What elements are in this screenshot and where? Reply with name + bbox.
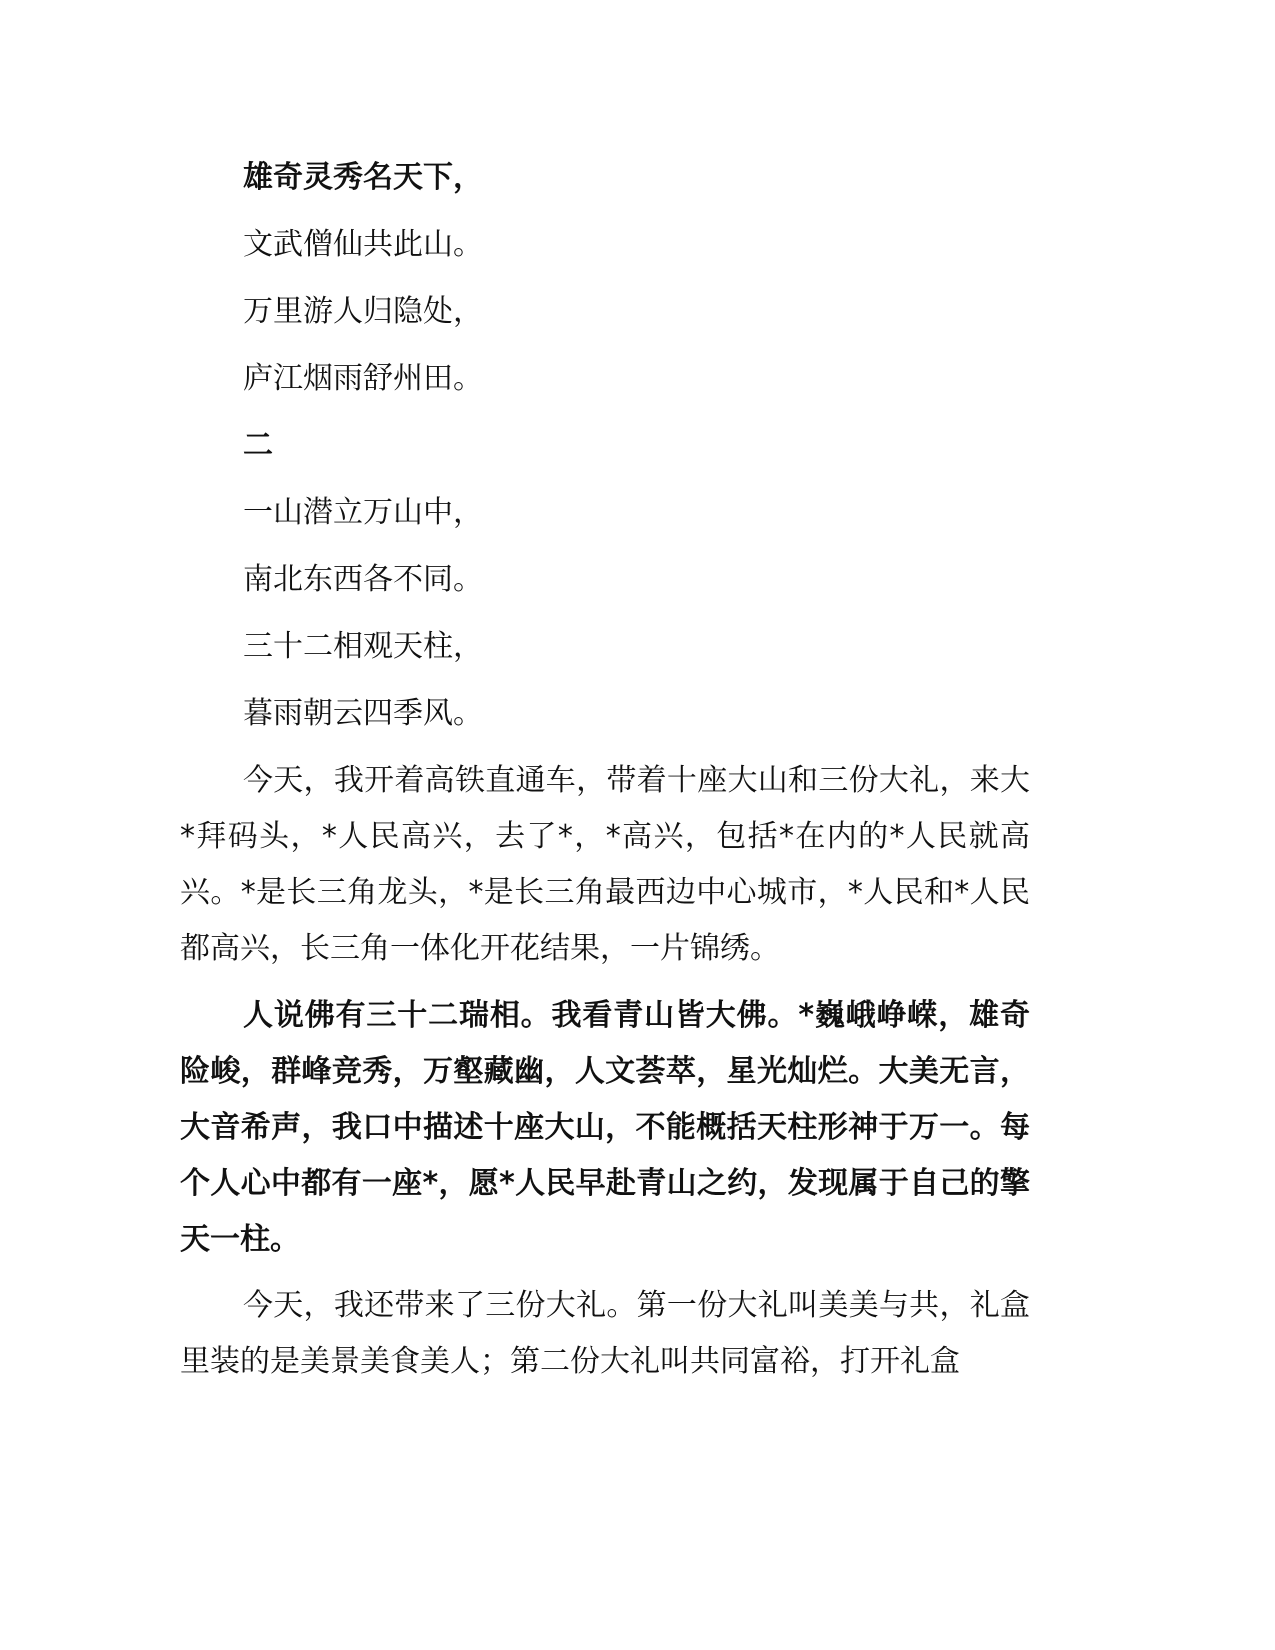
section-mark: 二 (243, 428, 273, 463)
poem-line-1: 雄奇灵秀名天下， (243, 160, 483, 195)
poem-line-7: 三十二相观天柱， (243, 629, 483, 664)
poem-line-2: 文武僧仙共此山。 (243, 227, 483, 262)
poem-line-5: 一山潜立万山中， (243, 495, 483, 530)
poem-line-6: 南北东西各不同。 (243, 562, 483, 597)
paragraph-3: 今天，我还带来了三份大礼。第一份大礼叫美美与共，礼盒里装的是美景美食美人；第二份大礼叫共同富裕，打开礼盒 (180, 1288, 1030, 1379)
poem-line-8: 暮雨朝云四季风。 (243, 696, 483, 731)
poem-line-4: 庐江烟雨舒州田。 (243, 361, 483, 396)
paragraph-1: 今天，我开着高铁直通车，带着十座大山和三份大礼，来大*拜码头，*人民高兴，去了*，*高兴，包括*在内的*人民就高兴。*是长三角龙头，*是长三角最西边中心城市，*人民和*人民都高兴，长三角一体化开花结果，一片锦绣。 (180, 763, 1030, 966)
paragraph-2: 人说佛有三十二瑞相。我看青山皆大佛。*巍峨峥嵘，雄奇险峻，群峰竞秀，万壑藏幽，人文荟萃，星光灿烂。大美无言，大音希声，我口中描述十座大山，不能概括天柱形神于万一。每个人心中都有一座*，愿*人民早赴青山之约，发现属于自己的擎天一柱。 (180, 998, 1030, 1257)
poem-line-3: 万里游人归隐处， (243, 294, 483, 329)
